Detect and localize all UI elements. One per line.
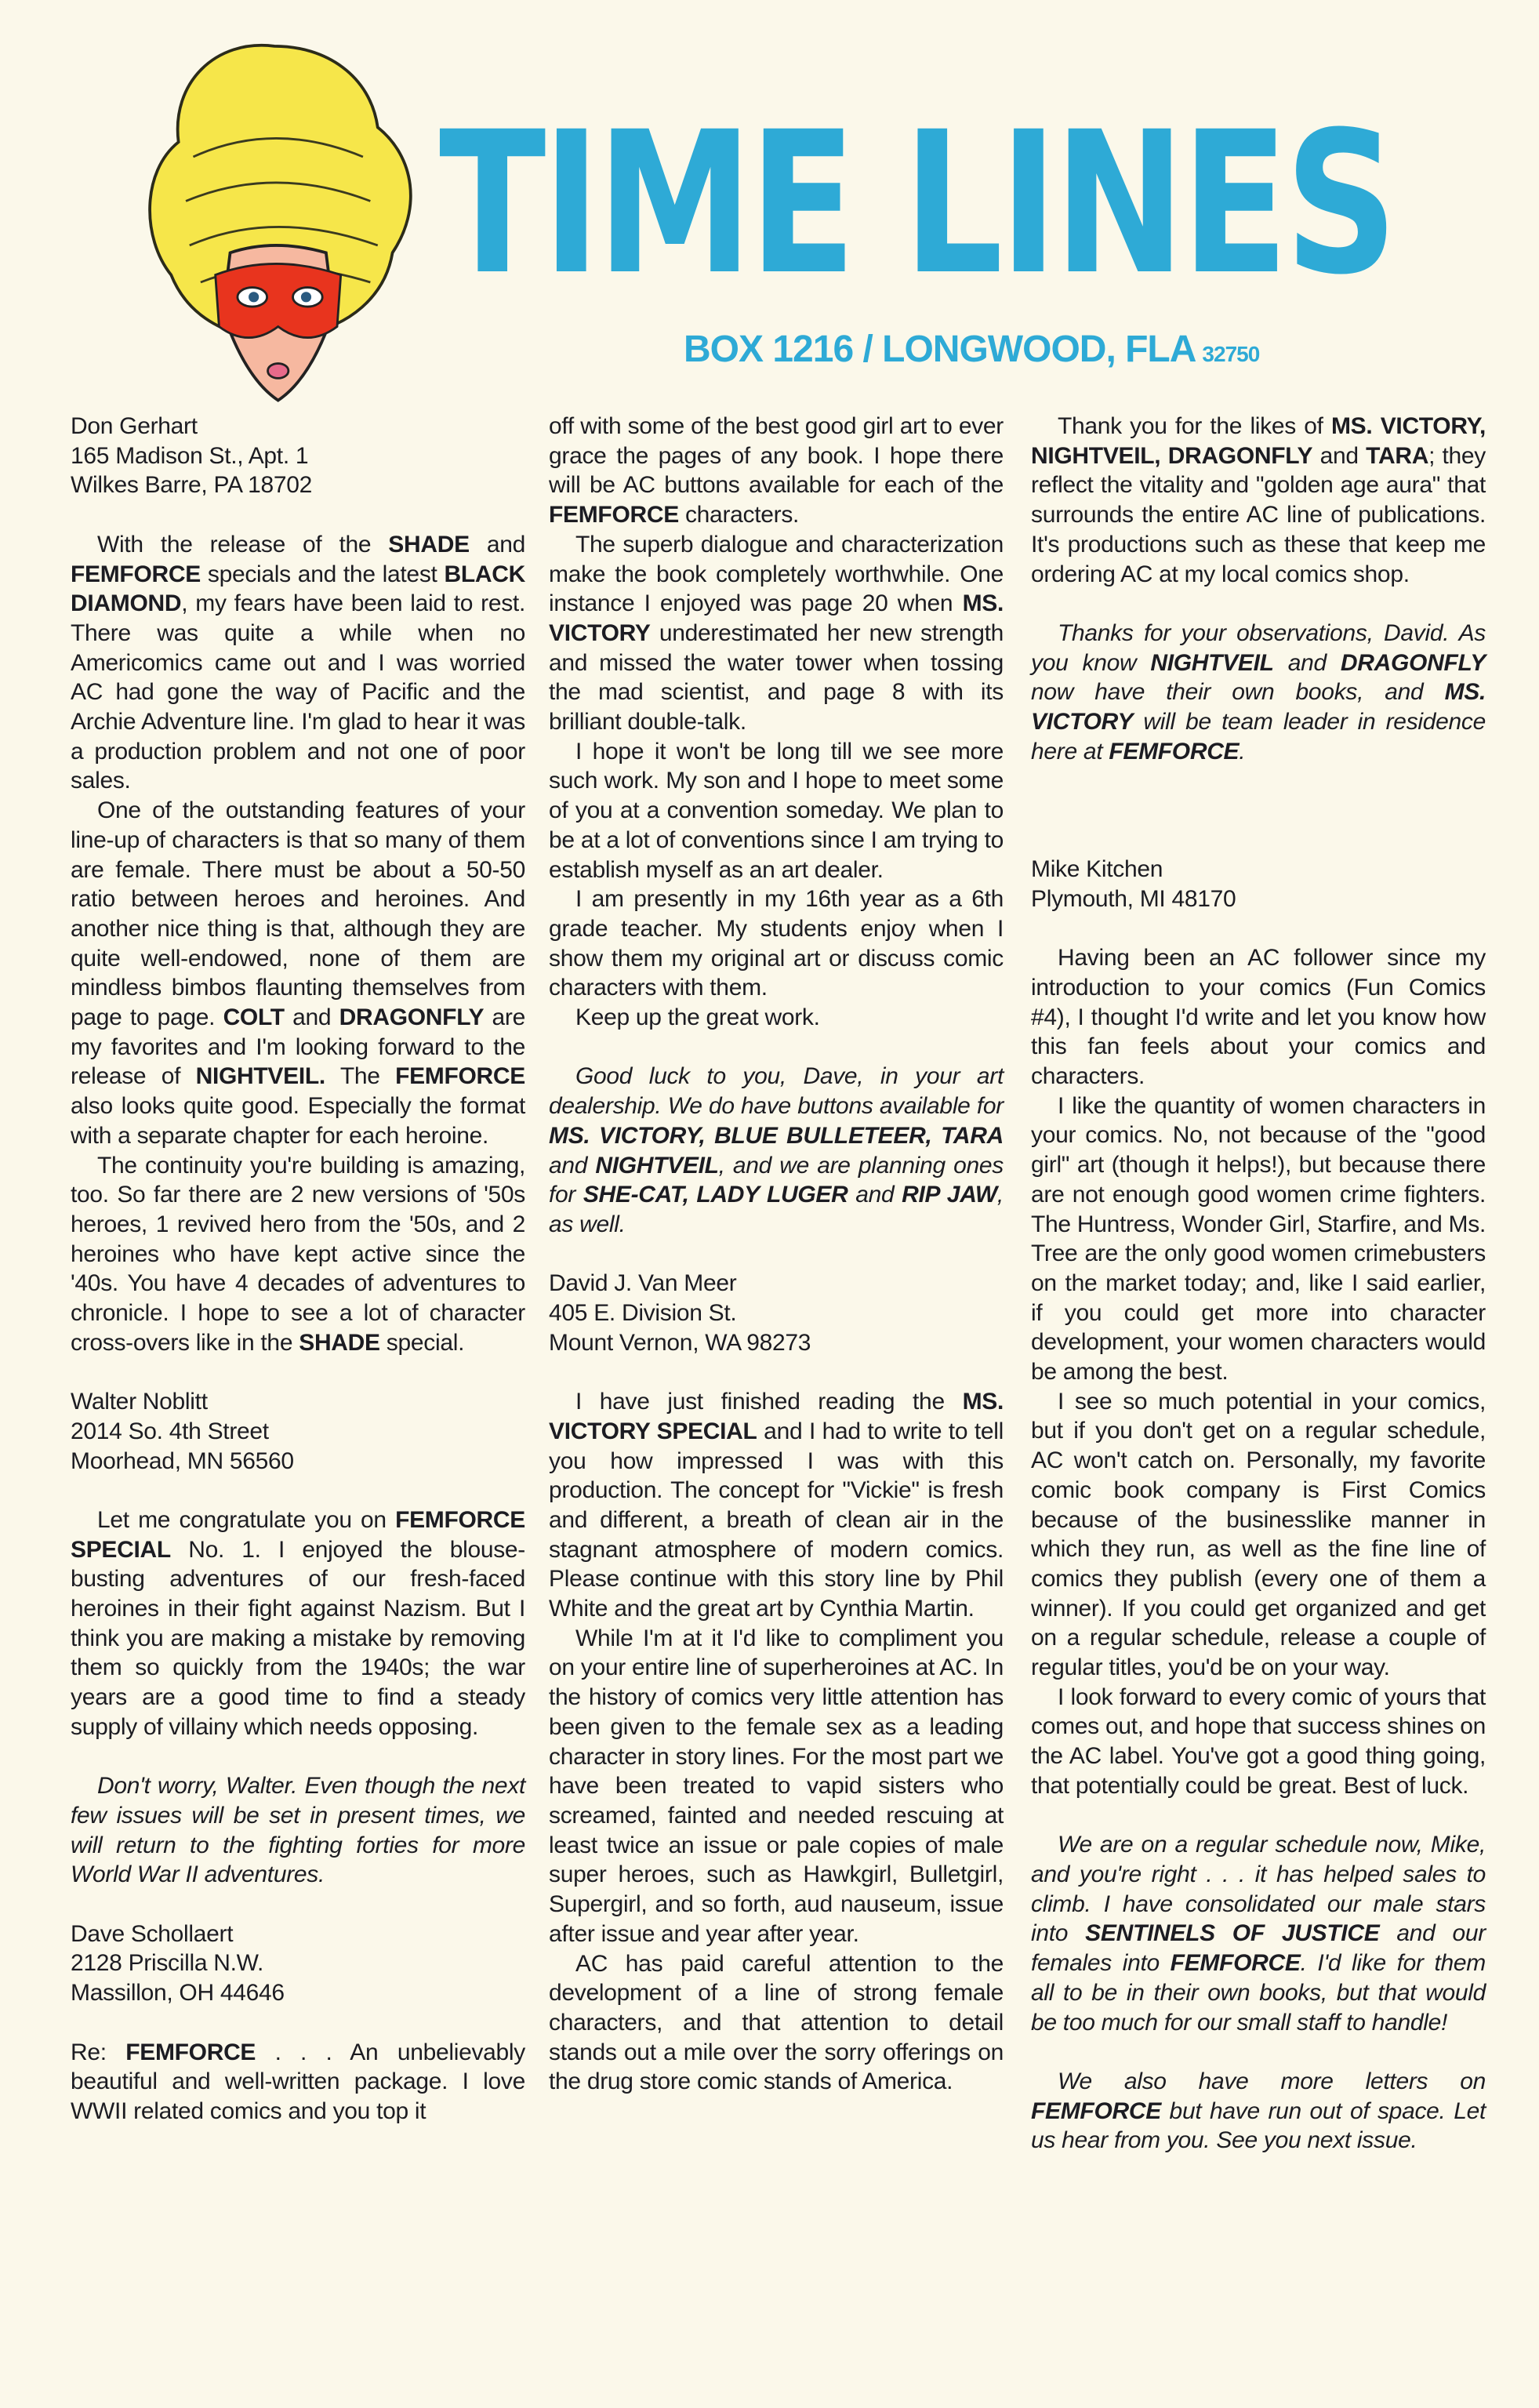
bold-title: COLT: [223, 1004, 285, 1031]
bold-title: SHADE: [299, 1329, 380, 1356]
bold-title: RIP JAW: [902, 1182, 997, 1208]
text-run: also looks quite good. Especially the format with a separate chapter for each heroine.: [71, 1093, 525, 1149]
text-run: and: [549, 1152, 596, 1179]
bold-title: DRAGONFLY: [339, 1004, 485, 1031]
text-run: .: [1239, 738, 1246, 765]
letter-paragraph: [71, 796, 525, 1150]
text-run: off with some of the best good girl art to ever grace the pages of any book. I hope there will be AC buttons available for each of the: [549, 413, 1004, 499]
letter-paragraph: [1031, 1091, 1486, 1387]
bold-title: NIGHTVEIL: [595, 1152, 719, 1179]
text-run: will be team leader in residence here at: [1031, 709, 1486, 765]
text-run: Re:: [71, 2039, 126, 2065]
letter-writer-address: [71, 412, 525, 500]
text-run: The superb dialogue and characterization make the book completely worthwhile. One instance I enjoyed was page 20 when: [549, 531, 1004, 617]
text-run: and: [1273, 649, 1341, 676]
letter-paragraph: [549, 412, 1004, 530]
text-run: characters.: [678, 502, 800, 528]
text-run: Thanks for your observations, David. As you know: [1031, 619, 1486, 676]
text-run: AC has paid careful attention to the development of a line of strong female characters, and that attention to detail stands out a mile over the sorry offerings on the drug store comic stands of America.: [549, 1950, 1004, 2095]
letter-paragraph: [549, 1949, 1004, 2097]
text-run: , and we are planning ones for: [549, 1152, 1004, 1208]
bold-title: NIGHTVEIL.: [195, 1063, 325, 1090]
bold-title: SHADE: [388, 531, 470, 558]
text-run: One of the outstanding features of your line-up of characters is that so many of them are female. There must be about a 50-50 ratio between heroes and heroines. And another nice thing is that, although they are quite well-endowed, none of them are mindless bimbos flaunting themselves from page to page.: [71, 797, 525, 1031]
text-run: We are on a regular schedule now, Mike, and you're right . . . it has helped sales to climb. I have consolidated our male stars into: [1031, 1832, 1486, 1947]
bold-title: MS. VICTORY, BLUE BULLETEER, TARA: [549, 1122, 1004, 1149]
bold-title: FEMFORCE: [395, 1063, 525, 1090]
text-run: I see so much potential in your comics, but if you don't get on a regular schedule, AC won't catch on. Personally, my favorite comic book company is First Comics because of the businesslike manner in which they run, as well as the fine line of comics they publish (every one of them a winner). If you could get organized and get on a regular schedule, release a couple of regular titles, you'd be on your way.: [1031, 1388, 1486, 1681]
editor-reply: [71, 1771, 525, 1890]
text-run: and our females into: [1031, 1920, 1486, 1977]
text-run: Don't worry, Walter. Even though the next few issues will be set in present times, we will return to the fighting forties for more World War II adventures.: [71, 1773, 525, 1888]
letter-writer-name: Walter Noblitt: [71, 1389, 208, 1415]
text-run: While I'm at it I'd like to compliment you on your entire line of superheroines at AC. In the history of comics very little attention has been given to the female sex as a leading character in story lines. For the most part we have been treated to vapid sisters who screamed, fainted and needed rescuing at least twice an issue or pale copies of male super heroes, such as Hawkgirl, Bulletgirl, Supergirl, and so forth, aud nauseum, issue after issue and year after year.: [549, 1625, 1004, 1947]
text-run: now have their own books, and: [1031, 679, 1445, 706]
letter-writer-address: [549, 1269, 1004, 1357]
letter-writer-address: [71, 1919, 525, 2008]
bold-title: FEMFORCE: [549, 502, 679, 528]
heroine-face-illustration: [118, 31, 431, 408]
text-run: I have just finished reading the: [575, 1389, 963, 1415]
bold-title: MS. VICTORY: [549, 590, 1004, 646]
bold-title: FEMFORCE: [71, 561, 201, 587]
address-line: Massillon, OH 44646: [71, 1980, 285, 2007]
letter-paragraph: [549, 1003, 1004, 1033]
letter-writer-address: [71, 1387, 525, 1476]
letters-column-3: [1031, 412, 1486, 2185]
text-run: , my fears have been laid to rest. There was quite a while when no Americomics came out and I was worried AC had gone the way of Pacific and the Archie Adventure line. I'm glad to hear it was a production problem and not one of poor sales.: [71, 590, 525, 794]
bold-title: DRAGONFLY: [1340, 649, 1486, 676]
address-line: 2128 Priscilla N.W.: [71, 1950, 264, 1977]
letter-paragraph: [71, 530, 525, 796]
letter-paragraph: [71, 1151, 525, 1358]
text-run: ; they reflect the vitality and "golden age aura" that surrounds the entire AC line of publications. It's productions such as these that keep me ordering AC at my local comics shop.: [1031, 442, 1486, 587]
mailing-address: [684, 328, 1259, 372]
bold-title: MS. VICTORY: [1031, 679, 1486, 735]
letter-writer-address: [1031, 855, 1486, 913]
text-run: The continuity you're building is amazing, too. So far there are 2 new versions of '50s heroes, 1 revived hero from the '50s, and 2 heroines who have kept active since the '40s. You have 4 decades of adventures to chronicle. I hope to see a lot of character cross-overs like in the: [71, 1152, 525, 1356]
mailing-address-box: BOX 1216 / LONGWOOD, FLA: [684, 329, 1196, 370]
text-run: and I had to write to tell you how impressed I was with this production. The concept for "Vickie" is fresh and different, a breath of clean air in the stagnant atmosphere of modern comics. Please continue with this story line by Phil White and the great art by Cynthia Martin.: [549, 1418, 1004, 1622]
text-run: Let me congratulate you on: [97, 1506, 396, 1533]
text-run: and: [284, 1004, 339, 1031]
bold-title: FEMFORCE: [1170, 1950, 1301, 1977]
text-run: and: [1312, 442, 1367, 469]
editor-reply: [549, 1062, 1004, 1239]
text-run: I like the quantity of women characters in your comics. No, not because of the "good girl" art (though it helps!), but because there are not enough good women crime fighters. The Huntress, Wonder Girl, Starfire, and Ms. Tree are the only good women crimebusters on the market today; and, like I said earlier, if you could get more into character development, your women characters would be among the best.: [1031, 1092, 1486, 1386]
letter-paragraph: [71, 2038, 525, 2127]
bold-title: MS. VICTORY, NIGHTVEIL, DRAGONFLY: [1031, 413, 1486, 469]
bold-title: BLACK DIAMOND: [71, 561, 525, 617]
text-run: I hope it won't be long till we see more such work. My son and I hope to meet some of you at a convention someday. We plan to be at a lot of conventions since I am trying to establish myself as an art dealer.: [549, 738, 1004, 883]
address-line: Plymouth, MI 48170: [1031, 885, 1236, 912]
address-line: 405 E. Division St.: [549, 1300, 737, 1327]
letter-paragraph: [549, 737, 1004, 885]
text-run: No. 1. I enjoyed the blouse-busting adventures of our fresh-faced heroines in their fight against Nazism. But I think you are making a mistake by removing them so quickly from the 1940s; the war years are a good time to find a steady supply of villainy which needs opposing.: [71, 1536, 525, 1740]
bold-title: TARA: [1366, 442, 1429, 469]
text-run: . I'd like for them all to be in their own books, but that would be too much for our small staff to handle!: [1031, 1950, 1486, 2036]
letter-paragraph: [549, 1387, 1004, 1624]
bold-title: FEMFORCE: [1109, 738, 1240, 765]
text-run: I am presently in my 16th year as a 6th grade teacher. My students enjoy when I show them my original art or discuss comic characters with them.: [549, 886, 1004, 1001]
letter-paragraph: [549, 530, 1004, 737]
letter-writer-name: Dave Schollaert: [71, 1920, 234, 1947]
text-run: With the release of the: [97, 531, 389, 558]
text-run: , as well.: [549, 1182, 1004, 1237]
letter-paragraph: [1031, 1387, 1486, 1683]
address-line: Wilkes Barre, PA 18702: [71, 472, 312, 499]
text-run: The: [325, 1063, 396, 1090]
letter-paragraph: [1031, 412, 1486, 589]
text-run: Having been an AC follower since my introduction to your comics (Fun Comics #4), I thought I'd write and let you know how this fan feels about your comics and characters.: [1031, 945, 1486, 1090]
bold-title: SENTINELS OF JUSTICE: [1085, 1920, 1380, 1947]
letters-column-2: [549, 412, 1004, 2097]
text-run: specials and the latest: [200, 561, 445, 587]
address-line: 2014 So. 4th Street: [71, 1418, 269, 1444]
bold-title: FEMFORCE: [1031, 2097, 1161, 2124]
letter-paragraph: [1031, 1683, 1486, 1801]
bold-title: NIGHTVEIL: [1150, 649, 1274, 676]
text-run: Good luck to you, Dave, in your art dealership. We do have buttons available for: [549, 1063, 1004, 1120]
letters-column-1: [71, 412, 525, 2127]
text-run: and: [469, 531, 525, 558]
editor-reply: [1031, 2067, 1486, 2156]
text-run: Keep up the great work.: [575, 1004, 820, 1031]
editor-reply: [1031, 1830, 1486, 2037]
letter-paragraph: [71, 1505, 525, 1742]
bold-title: FEMFORCE: [125, 2039, 256, 2065]
letter-paragraph: [549, 884, 1004, 1003]
letter-writer-name: David J. Van Meer: [549, 1270, 737, 1297]
text-run: underestimated her new strength and missed the water tower when tossing the mad scientist, and page 8 with its brilliant double-talk.: [549, 619, 1004, 735]
letter-paragraph: [1031, 943, 1486, 1091]
text-run: and: [848, 1182, 902, 1208]
letter-paragraph: [549, 1624, 1004, 1949]
text-run: Thank you for the likes of: [1058, 413, 1331, 439]
address-line: 165 Madison St., Apt. 1: [71, 442, 309, 469]
mailing-zip: 32750: [1202, 342, 1260, 366]
bold-title: MS. VICTORY SPECIAL: [549, 1389, 1004, 1444]
text-run: special.: [379, 1329, 465, 1356]
editor-reply: [1031, 619, 1486, 767]
letter-writer-name: Mike Kitchen: [1031, 856, 1163, 883]
spacer: [1031, 796, 1486, 855]
text-run: We also have more letters on: [1058, 2068, 1486, 2094]
address-line: Moorhead, MN 56560: [71, 1447, 294, 1474]
bold-title: SHE-CAT, LADY LUGER: [583, 1182, 848, 1208]
address-line: Mount Vernon, WA 98273: [549, 1329, 811, 1356]
text-run: but have run out of space. Let us hear from you. See you next issue.: [1031, 2097, 1486, 2154]
bold-title: FEMFORCE SPECIAL: [71, 1506, 525, 1563]
letter-writer-name: Don Gerhart: [71, 413, 198, 439]
text-run: I look forward to every comic of yours that comes out, and hope that success shines on the AC label. You've got a good thing going, that potentially could be great. Best of luck.: [1031, 1683, 1486, 1799]
text-run: . . . An unbelievably beautiful and well-written package. I love WWII related comics and you top it: [71, 2039, 526, 2124]
page-title: TIME LINES: [439, 89, 1395, 318]
text-run: are my favorites and I'm looking forward to the release of: [71, 1004, 525, 1090]
